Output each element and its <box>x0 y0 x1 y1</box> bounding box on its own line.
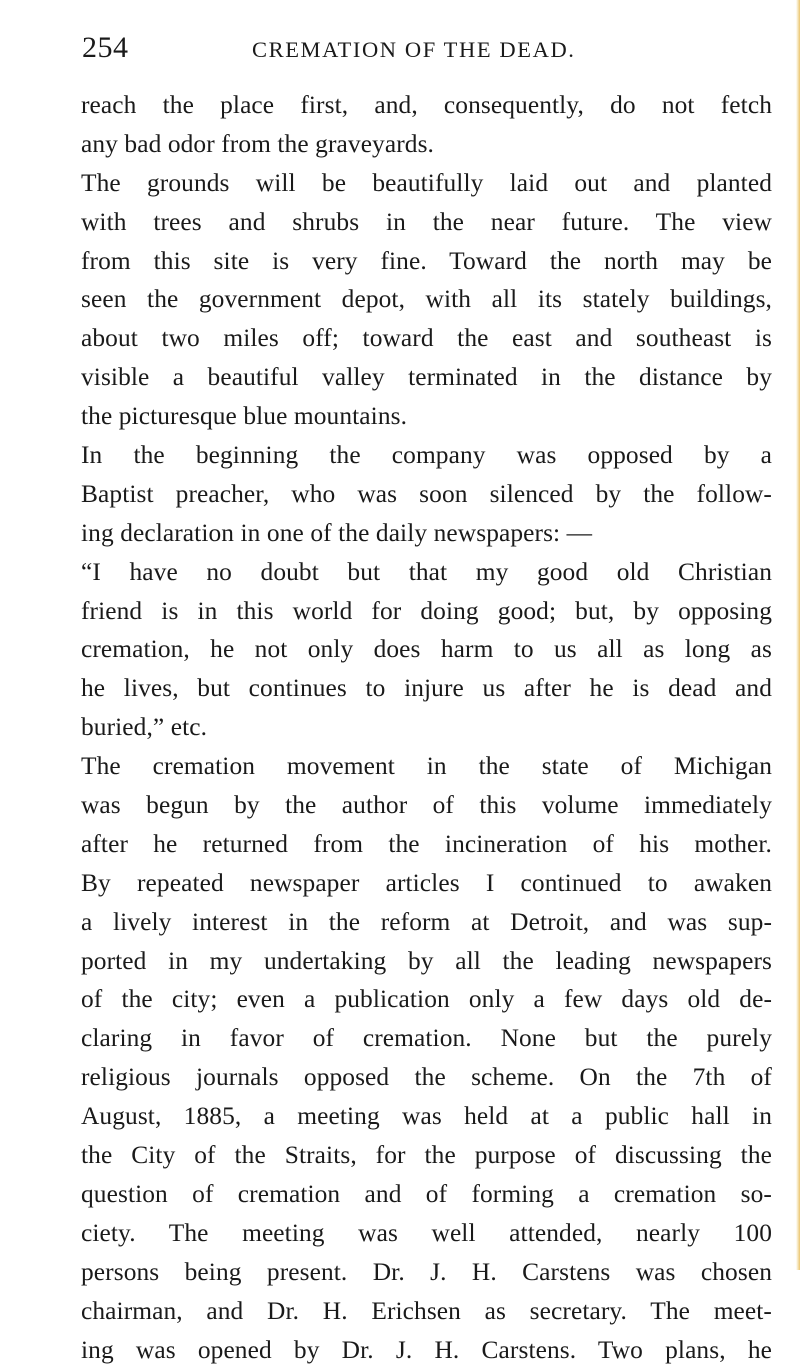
text-line: ciety. The meeting was well attended, nearly 100 <box>81 1214 772 1253</box>
text-line: Baptist preacher, who was soon silenced by the follow- <box>81 475 772 514</box>
text-line: persons being present. Dr. J. H. Carstens was chosen <box>81 1253 772 1292</box>
text-line: August, 1885, a meeting was held at a public hall in <box>81 1097 772 1136</box>
text-line: reach the place first, and, consequently, do not fetch <box>81 86 772 125</box>
text-line: The cremation movement in the state of Michigan <box>81 747 772 786</box>
text-line: after he returned from the incineration of his mother. <box>81 825 772 864</box>
text-line: ported in my undertaking by all the leading newspapers <box>81 942 772 981</box>
text-line: In the beginning the company was opposed by a <box>81 436 772 475</box>
page-edge <box>796 0 800 1270</box>
text-line: he lives, but continues to injure us after he is dead and <box>81 669 772 708</box>
text-line: religious journals opposed the scheme. On the 7th of <box>81 1058 772 1097</box>
text-line: By repeated newspaper articles I continued to awaken <box>81 864 772 903</box>
text-line: ing was opened by Dr. J. H. Carstens. Two plans, he <box>81 1331 772 1369</box>
text-line: from this site is very fine. Toward the north may be <box>81 242 772 281</box>
text-line: any bad odor from the graveyards. <box>81 125 772 164</box>
text-line: buried,” etc. <box>81 708 772 747</box>
running-title: CREMATION OF THE DEAD. <box>252 32 576 68</box>
text-line: chairman, and Dr. H. Erichsen as secretary. The meet- <box>81 1292 772 1331</box>
text-line: visible a beautiful valley terminated in the distance by <box>81 358 772 397</box>
text-line: claring in favor of cremation. None but the purely <box>81 1019 772 1058</box>
text-line: about two miles off; toward the east and southeast is <box>81 319 772 358</box>
text-line: ing declaration in one of the daily newspapers: — <box>81 514 772 553</box>
text-line: of the city; even a publication only a few days old de- <box>81 980 772 1019</box>
body-text <box>81 86 772 1369</box>
text-line: seen the government depot, with all its stately buildings, <box>81 280 772 319</box>
text-line: cremation, he not only does harm to us all as long as <box>81 630 772 669</box>
text-line: question of cremation and of forming a cremation so- <box>81 1175 772 1214</box>
text-line: with trees and shrubs in the near future. The view <box>81 203 772 242</box>
page-number: 254 <box>82 28 129 68</box>
text-line: a lively interest in the reform at Detroit, and was sup- <box>81 903 772 942</box>
text-line: The grounds will be beautifully laid out and planted <box>81 164 772 203</box>
text-line: the picturesque blue mountains. <box>81 397 772 436</box>
running-head <box>82 28 782 68</box>
text-line: “I have no doubt but that my good old Christian <box>81 553 772 592</box>
text-line: the City of the Straits, for the purpose of discussing the <box>81 1136 772 1175</box>
text-line: friend is in this world for doing good; but, by opposing <box>81 592 772 631</box>
text-line: was begun by the author of this volume immediately <box>81 786 772 825</box>
